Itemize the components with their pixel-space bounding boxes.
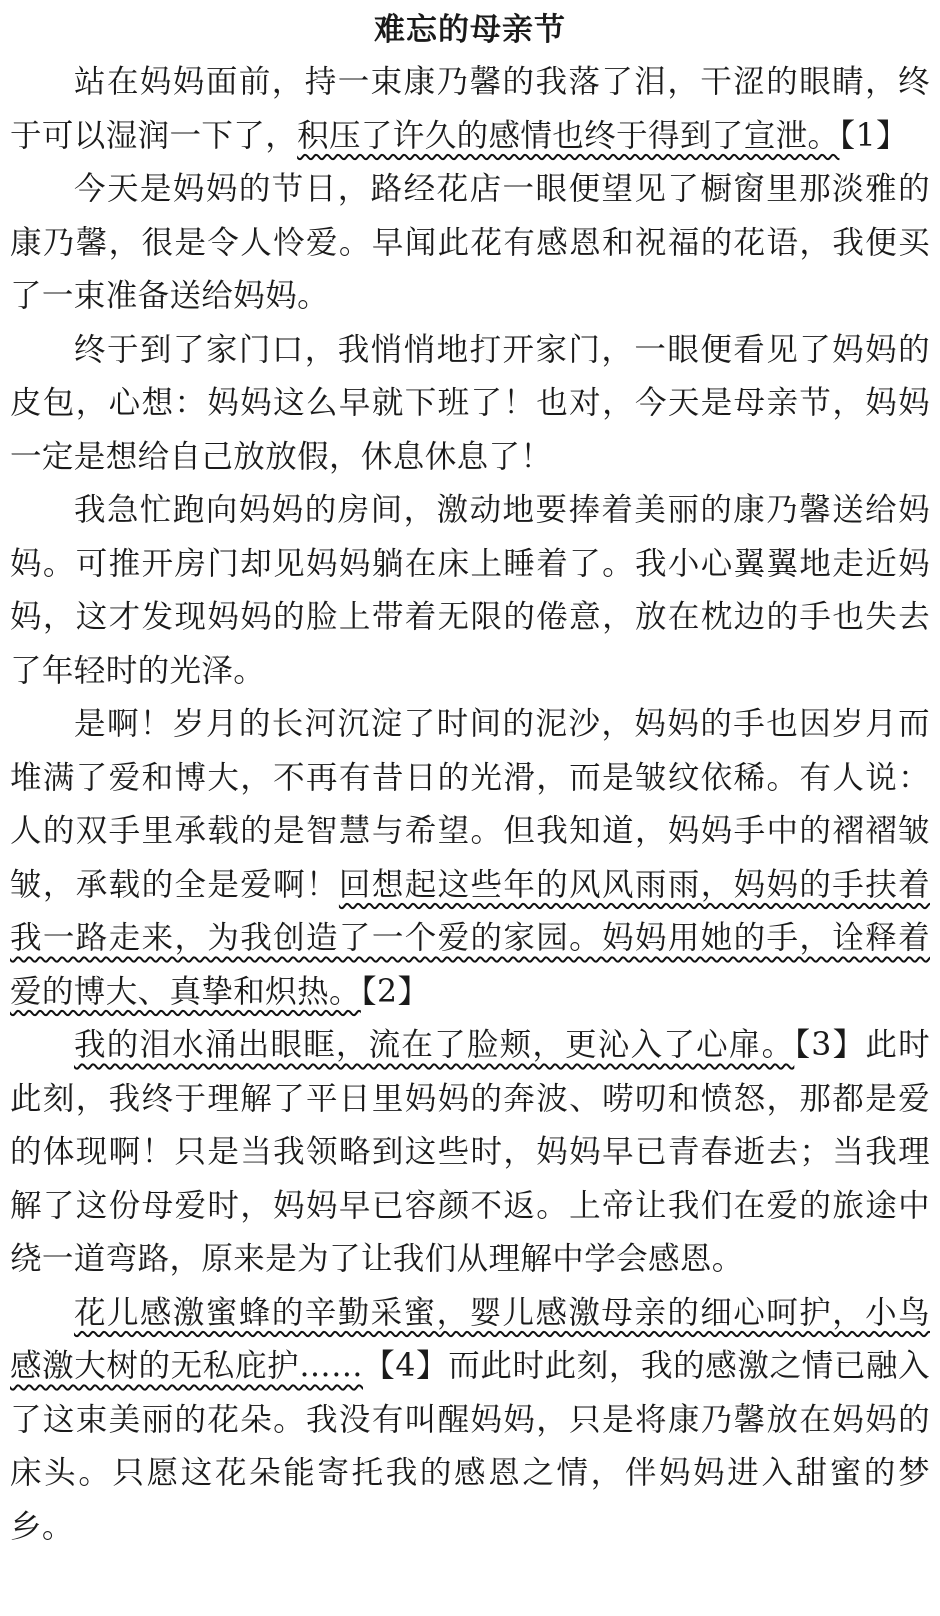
wavy-underlined-sentence-2: 回想起这些年的风风雨雨，妈妈的手扶着我一路走来，为我创造了一个爱的家园。妈妈用她的手，诠释着爱的博大、真挚和炽热。 — [10, 866, 930, 1010]
paragraph-text: 今天是妈妈的节日，路经花店一眼便望见了橱窗里那淡雅的康乃馨，很是令人怜爱。早闻此花有感恩和祝福的花语，我便买了一束准备送给妈妈。 — [10, 171, 930, 314]
annotation-mark-1: 【1】 — [839, 117, 908, 154]
paragraph-5 — [10, 698, 930, 1019]
wavy-underlined-sentence-1: 积压了许久的感情也终于得到了宣泄。 — [297, 117, 840, 154]
paragraph-text-after: 此时此刻，我终于理解了平日里妈妈的奔波、唠叨和愤怒，那都是爱的体现啊！只是当我领略到这些时，妈妈早已青春逝去；当我理解了这份母爱时，妈妈早已容颜不返。上帝让我们在爱的旅途中绕一道弯路，原来是为了让我们从理解中学会感恩。 — [10, 1027, 930, 1277]
annotation-mark-2: 【2】 — [360, 973, 430, 1010]
paragraph-text: 我急忙跑向妈妈的房间，激动地要捧着美丽的康乃馨送给妈妈。可推开房门却见妈妈躺在床上睡着了。我小心翼翼地走近妈妈，这才发现妈妈的脸上带着无限的倦意，放在枕边的手也失去了年轻时的光泽。 — [10, 492, 930, 689]
annotation-mark-4: 【4】 — [363, 1348, 449, 1384]
wavy-underlined-sentence-4: 花儿感激蜜蜂的辛勤采蜜，婴儿感激母亲的细心呵护，小鸟感激大树的无私庇护…… — [10, 1294, 930, 1384]
wavy-underlined-sentence-3: 我的泪水涌出眼眶，流在了脸颊，更沁入了心扉。 — [74, 1027, 795, 1063]
paragraph-6 — [10, 1019, 930, 1287]
paragraph-text: 站在妈妈面前，持一束康乃馨的我落了泪，干涩的眼睛，终于可以湿润一下了， — [10, 64, 930, 154]
paragraph-1 — [10, 56, 930, 163]
paragraph-3 — [10, 324, 930, 485]
paragraph-text: 终于到了家门口，我悄悄地打开家门，一眼便看见了妈妈的皮包，心想：妈妈这么早就下班了！也对，今天是母亲节，妈妈一定是想给自己放放假，休息休息了！ — [10, 331, 930, 475]
paragraph-4 — [10, 484, 930, 698]
paragraph-7 — [10, 1287, 930, 1555]
paragraph-text: 是啊！岁月的长河沉淀了时间的泥沙，妈妈的手也因岁月而堆满了爱和博大，不再有昔日的光滑，而是皱纹依稀。有人说：人的双手里承载的是智慧与希望。但我知道，妈妈手中的褶褶皱皱，承载的全是爱啊！ — [10, 706, 930, 903]
essay-title: 难忘的母亲节 — [374, 12, 566, 48]
paragraph-text-after: 而此时此刻，我的感激之情已融入了这束美丽的花朵。我没有叫醒妈妈，只是将康乃馨放在妈妈的床头。只愿这花朵能寄托我的感恩之情，伴妈妈进入甜蜜的梦乡。 — [10, 1348, 930, 1545]
annotation-mark-3: 【3】 — [794, 1027, 866, 1063]
essay-page — [10, 8, 930, 1554]
paragraph-2 — [10, 163, 930, 324]
